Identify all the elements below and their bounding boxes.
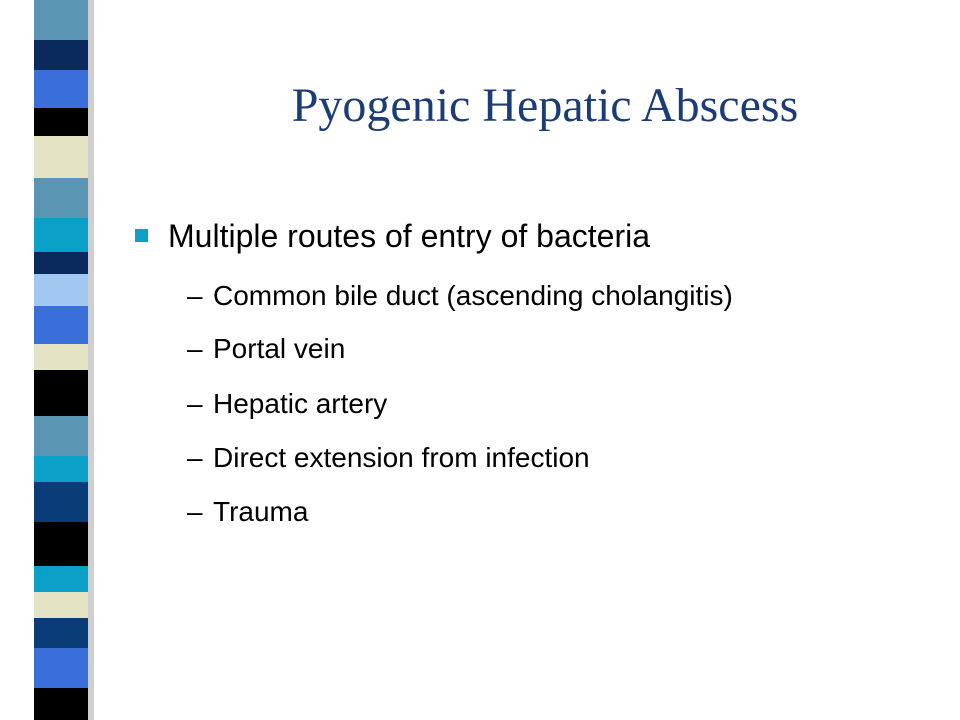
stripe-block	[34, 370, 88, 416]
stripe-block	[34, 252, 88, 274]
square-bullet-icon	[135, 229, 148, 242]
sub-bullet-item	[187, 333, 345, 365]
stripe-block	[34, 416, 88, 456]
dash-marker: –	[187, 388, 203, 419]
bullet-text: Multiple routes of entry of bacteria	[168, 218, 651, 254]
stripe-block	[34, 482, 88, 522]
stripe-block	[34, 40, 88, 70]
slide-title: Pyogenic Hepatic Abscess	[291, 79, 799, 132]
dash-marker: –	[187, 280, 203, 311]
stripe-block	[34, 0, 88, 14]
stripe-block	[34, 522, 88, 566]
dash-marker: –	[187, 442, 203, 473]
sub-bullet-text: Portal vein	[213, 333, 346, 364]
sub-bullet-text: Common bile duct (ascending cholangitis)	[213, 280, 733, 311]
stripe-block	[34, 108, 88, 136]
stripe-block	[34, 14, 88, 40]
stripe-block	[34, 592, 88, 618]
stripe-block	[34, 456, 88, 482]
stripe-block	[34, 136, 88, 178]
stripe-block	[34, 70, 88, 108]
stripe-block	[34, 688, 88, 720]
dash-marker: –	[187, 333, 203, 364]
bullet-item	[135, 218, 650, 255]
stripe-block	[34, 648, 88, 688]
stripe-block	[34, 344, 88, 370]
sub-bullet-item	[187, 496, 308, 528]
sub-bullet-item	[187, 442, 590, 474]
stripe-block	[34, 178, 88, 218]
sub-bullet-text: Trauma	[213, 496, 309, 527]
stripe-block	[34, 274, 88, 306]
decorative-stripe	[0, 0, 120, 720]
sub-bullet-item	[187, 388, 387, 420]
stripe-block	[34, 218, 88, 252]
stripe-block	[34, 566, 88, 592]
stripe-block	[34, 618, 88, 648]
sub-bullet-item	[187, 280, 733, 312]
sub-bullet-text: Direct extension from infection	[213, 442, 590, 473]
stripe-block	[34, 306, 88, 344]
dash-marker: –	[187, 496, 203, 527]
sub-bullet-text: Hepatic artery	[213, 388, 388, 419]
